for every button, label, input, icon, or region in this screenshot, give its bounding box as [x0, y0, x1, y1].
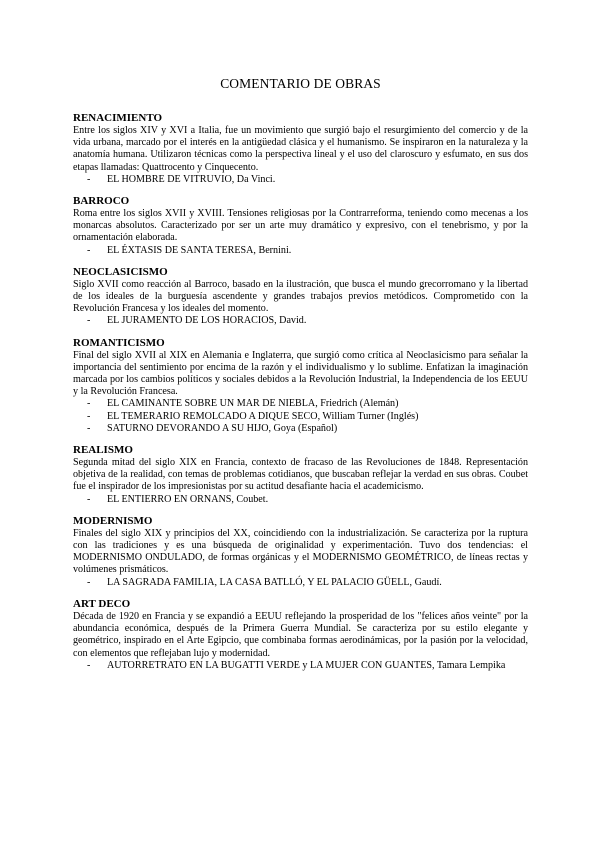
work-item: [73, 411, 528, 423]
works-list: [73, 174, 528, 186]
list-dash: -: [87, 173, 91, 185]
list-dash: -: [87, 659, 91, 671]
section-renacimiento: [73, 112, 528, 186]
section-text: Segunda mitad del siglo XIX en Francia, contexto de fracaso de las Revoluciones de 1848. Representación objetiva de la realidad, con temas de problemas cotidianos, que buscaban reflejar la verdad en sus obras. Coubet fue el inspirador de los impresionistas por su actitud desafiante hacia el academicismo.: [73, 457, 528, 493]
document-content: [73, 76, 528, 681]
list-dash: -: [87, 576, 91, 588]
work-item: [73, 494, 528, 506]
section-romanticismo: [73, 337, 528, 435]
section-text: Roma entre los siglos XVII y XVIII. Tensiones religiosas por la Contrarreforma, teniendo como mecenas a los monarcas absolutos. Caracterizado por ser un arte muy dramático y expresivo, con el tenebrismo, y por la ornamentación elaborada.: [73, 208, 528, 244]
work-text: AUTORRETRATO EN LA BUGATTI VERDE y LA MUJER CON GUANTES, Tamara Lempika: [107, 659, 506, 671]
work-text: EL JURAMENTO DE LOS HORACIOS, David.: [107, 315, 307, 327]
section-heading: ROMANTICISMO: [73, 336, 165, 349]
work-text: LA SAGRADA FAMILIA, LA CASA BATLLÓ, Y EL PALACIO GÜELL, Gaudí.: [107, 576, 442, 588]
work-item: [73, 660, 528, 672]
section-art-deco: [73, 598, 528, 672]
work-text: EL TEMERARIO REMOLCADO A DIQUE SECO, William Turner (Inglés): [107, 410, 419, 422]
works-list: [73, 398, 528, 435]
section-neoclasicismo: [73, 266, 528, 328]
work-item: [73, 245, 528, 257]
work-text: SATURNO DEVORANDO A SU HIJO, Goya (Español): [107, 422, 338, 434]
section-heading: BARROCO: [73, 195, 130, 208]
list-dash: -: [87, 315, 91, 327]
list-dash: -: [87, 493, 91, 505]
work-text: EL CAMINANTE SOBRE UN MAR DE NIEBLA, Friedrich (Alemán): [107, 398, 399, 410]
work-item: [73, 174, 528, 186]
section-realismo: [73, 444, 528, 506]
section-heading: RENACIMIENTO: [73, 112, 163, 124]
works-list: [73, 660, 528, 672]
list-dash: -: [87, 398, 91, 410]
section-text: Década de 1920 en Francia y se expandió a EEUU reflejando la prosperidad de los "felices años veinte" por la abundancia económica, después de la Primera Guerra Mundial. Se caracteriza por su estilo elegante y geométrico, inspirado en el Arte Egipcio, que combinaba formas aerodinámicas, por la pasión por la velocidad, con elementos que reflejaban lujo y modernidad.: [73, 610, 528, 659]
work-item: [73, 577, 528, 589]
works-list: [73, 245, 528, 257]
work-item: [73, 398, 528, 410]
list-dash: -: [87, 244, 91, 256]
work-item: [73, 423, 528, 435]
work-text: EL ENTIERRO EN ORNANS, Coubet.: [107, 493, 269, 505]
section-text: Final del siglo XVII al XIX en Alemania e Inglaterra, que surgió como crítica al Neoclasicismo para señalar la importancia del sentimiento por encima de la razón y el individualismo y lo sublime. Enfatizan la imaginación marcada por los cambios políticos y sociales debidos a la Revolución Industrial, la Independencia de los EEUU y la Revolución Francesa.: [73, 349, 528, 398]
sections-container: [73, 112, 528, 672]
section-text: Siglo XVII como reacción al Barroco, basado en la ilustración, que busca el mundo grecorromano y la libertad de los ideales de la burguesía ascendente y grandes trabajos previos metódicos. Comprometido con la Revolución Francesa y los ideales del momento.: [73, 278, 528, 315]
section-text: Finales del siglo XIX y principios del XX, coincidiendo con la industrialización. Se caracteriza por la ruptura con las tradiciones y es una búsqueda de originalidad y experimentación. Tuvo dos tendencias: el MODERNISMO ONDULADO, de formas orgánicas y el MODERNISMO GEOMÉTRICO, de líneas rectas y volúmenes prismáticos.: [73, 527, 528, 576]
work-item: [73, 315, 528, 327]
section-heading: MODERNISMO: [73, 514, 153, 527]
list-dash: -: [87, 410, 91, 422]
section-heading: NEOCLASICISMO: [73, 265, 168, 278]
section-heading: REALISMO: [73, 444, 133, 457]
list-dash: -: [87, 422, 91, 434]
work-text: EL HOMBRE DE VITRUVIO, Da Vinci.: [107, 173, 276, 185]
works-list: [73, 315, 528, 327]
works-list: [73, 494, 528, 506]
section-text: Entre los siglos XIV y XVI a Italia, fue un movimiento que surgió bajo el resurgimiento del comercio y de la vida urbana, marcado por el interés en la antigüedad clásica y el humanismo. Se inspiraron en la naturaleza y la anatomía humana. Utilizaron técnicas como la perspectiva lineal y el uso del claroscuro y esfumato, en sus dos etapas llamadas: Quattrocento y Cinquecento.: [73, 125, 528, 173]
section-barroco: [73, 195, 528, 257]
page-title: COMENTARIO DE OBRAS: [220, 76, 381, 91]
section-heading: ART DECO: [73, 597, 131, 610]
section-modernismo: [73, 515, 528, 589]
work-text: EL ÉXTASIS DE SANTA TERESA, Bernini.: [107, 244, 292, 256]
works-list: [73, 577, 528, 589]
